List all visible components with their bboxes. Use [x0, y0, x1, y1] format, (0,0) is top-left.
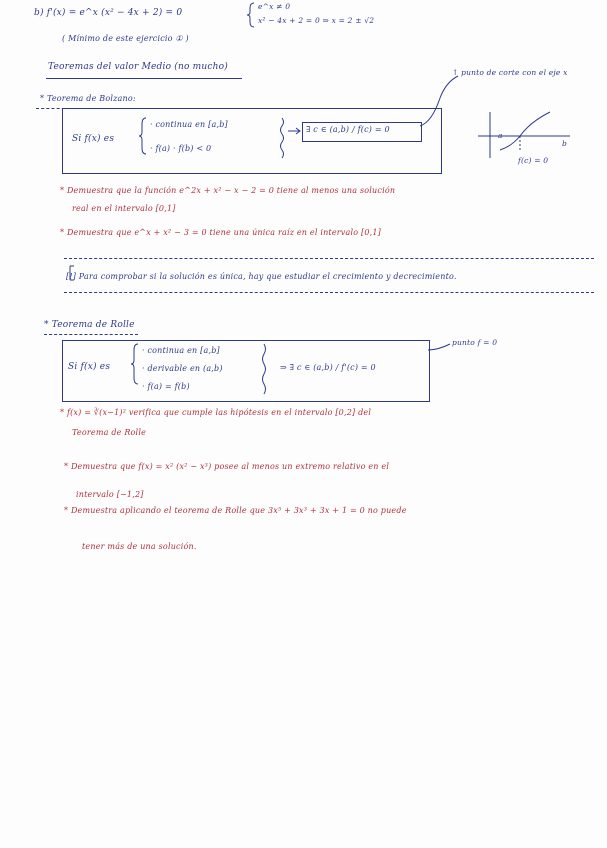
bolzano-axis-note: ↑ punto de corte con el eje x: [452, 68, 568, 77]
rolle-exercise-3-line-2: tener más de una solución.: [82, 542, 197, 551]
bolzano-arrow: [288, 128, 300, 134]
rolle-side-note: punto f = 0: [452, 338, 498, 347]
bolzano-si: Si f(x) es: [72, 134, 115, 144]
bolzano-graph-a: a: [498, 131, 503, 140]
bolzano-brace: [139, 118, 146, 154]
bolzano-result: ∃ c ∈ (a,b) / f(c) = 0: [306, 125, 390, 134]
bolzano-graph-label: f(c) = 0: [518, 156, 549, 165]
rolle-exercise-1-line-2: Teorema de Rolle: [72, 428, 147, 437]
rolle-cond-3: · f(a) = f(b): [142, 382, 190, 391]
bolzano-title: * Teorema de Bolzano:: [40, 94, 136, 103]
rolle-result: ⇒ ∃ c ∈ (a,b) / f'(c) = 0: [280, 363, 376, 372]
bolzano-exercise-1-line-2: real en el intervalo [0,1]: [72, 204, 176, 213]
brace-line-2: x² − 4x + 2 = 0 ⇒ x = 2 ± √2: [258, 16, 375, 25]
tip-bracket: [70, 266, 74, 280]
bolzano-cond-2: · f(a) · f(b) < 0: [150, 144, 212, 153]
mean-value-heading: Teoremas del valor Medio (no mucho): [48, 62, 228, 72]
bolzano-exercise-2: * Demuestra que e^x + x² − 3 = 0 tiene una única raíz en el intervalo [0,1]: [60, 228, 381, 237]
rolle-title: * Teorema de Rolle: [44, 320, 135, 330]
rolle-exercise-3-line-1: * Demuestra aplicando el teorema de Rolle que 3x⁵ + 3x³ + 3x + 1 = 0 no puede: [64, 506, 407, 515]
rolle-closing-brace: [263, 344, 266, 394]
bolzano-note-leader: [420, 76, 458, 126]
bolzano-closing-brace: [281, 118, 284, 158]
rolle-brace: [131, 344, 138, 384]
rolle-cond-1: · continua en [a,b]: [142, 346, 220, 355]
rolle-si: Si f(x) es: [68, 362, 111, 372]
exercise-b-equation: b) f'(x) = e^x (x² − 4x + 2) = 0: [34, 8, 183, 18]
brace-line-1: e^x ≠ 0: [258, 2, 291, 11]
rolle-note-leader: [428, 344, 450, 350]
rolle-exercise-2-line-1: * Demuestra que f(x) = x² (x² − x³) posee al menos un extremo relativo en el: [64, 462, 390, 471]
graph-curve: [500, 112, 550, 150]
rolle-exercise-1-line-1: * f(x) = ∛(x−1)² verifica que cumple las hipótesis en el intervalo [0,2] del: [60, 408, 372, 417]
bolzano-exercise-1-line-1: * Demuestra que la función e^2x + x² − x − 2 = 0 tiene al menos una solución: [60, 186, 396, 195]
minimum-note: ( Mínimo de este ejercicio ① ): [62, 34, 189, 43]
top-brace: [247, 3, 254, 27]
bolzano-graph-b: b: [562, 139, 568, 148]
rolle-exercise-2-line-2: intervalo [−1,2]: [76, 490, 144, 499]
uniqueness-tip: [!] Para comprobar si la solución es única, hay que estudiar el crecimiento y decrecimiento.: [66, 272, 457, 281]
bolzano-cond-1: · continua en [a,b]: [150, 120, 228, 129]
rolle-cond-2: · derivable en (a,b): [142, 364, 223, 373]
